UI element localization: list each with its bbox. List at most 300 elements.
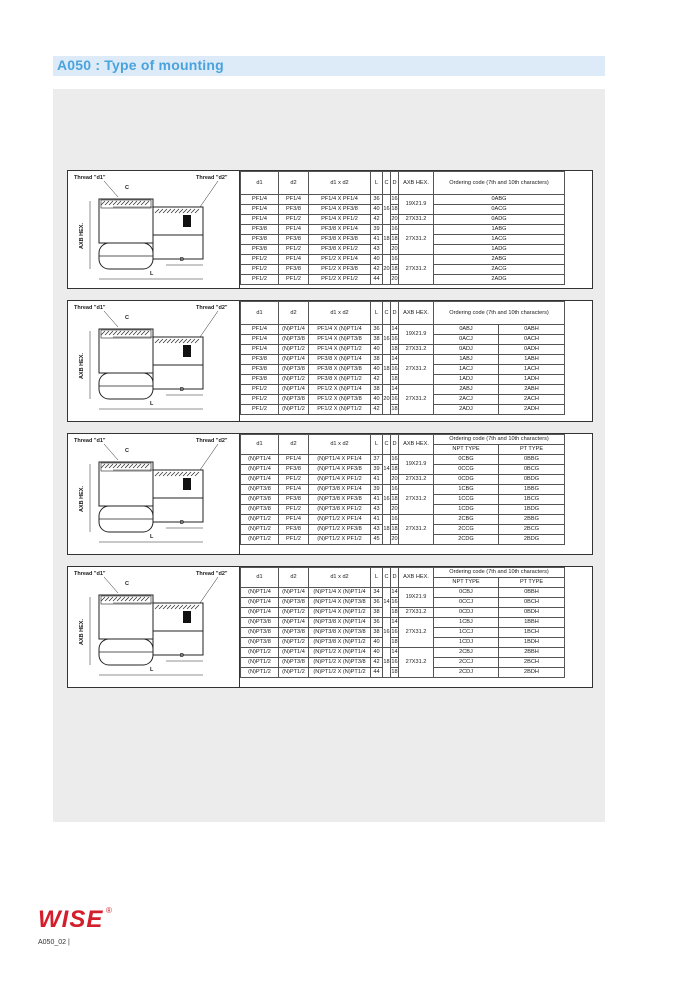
d1-cell: (N)PT3/8: [241, 638, 279, 648]
hex-cell: 27X31.2: [399, 485, 434, 515]
ordering-code-cell: 2CBJ: [434, 648, 499, 658]
ordering-code-cell: 0ACJ: [434, 335, 499, 345]
d-cell: 18: [391, 375, 399, 385]
d2-cell: PF3/8: [279, 525, 309, 535]
d-cell: 16: [391, 628, 399, 638]
ordering-code-cell: 0ACH: [499, 335, 565, 345]
d2-cell: (N)PT1/4: [279, 588, 309, 598]
column-header-d1: d1: [241, 302, 279, 325]
d2-cell: PF1/4: [279, 255, 309, 265]
d-dimension-label: D: [180, 257, 184, 263]
d2-cell: (N)PT3/8: [279, 395, 309, 405]
d1-cell: (N)PT1/4: [241, 455, 279, 465]
ordering-code-header: Ordering code (7th and 10th characters): [434, 435, 565, 445]
ordering-code-cell: 2ADH: [499, 405, 565, 415]
ordering-code-cell: 0ADG: [434, 215, 565, 225]
l-cell: 36: [371, 325, 383, 335]
l-cell: 44: [371, 668, 383, 678]
ordering-code-cell: 1CCJ: [434, 628, 499, 638]
d-cell: 18: [391, 608, 399, 618]
c-cell: 18: [383, 515, 391, 545]
ordering-code-header: Ordering code (7th and 10th characters): [434, 302, 565, 325]
l-cell: 40: [371, 648, 383, 658]
size-cell: PF1/4 X (N)PT1/2: [309, 345, 371, 355]
l-cell: 38: [371, 335, 383, 345]
size-cell: (N)PT1/2 X (N)PT3/8: [309, 658, 371, 668]
l-cell: 42: [371, 265, 383, 275]
fitting-drawing: [68, 434, 240, 554]
d1-cell: PF1/2: [241, 265, 279, 275]
axb-hex-dimension-label: AXB HEX.: [78, 223, 85, 249]
specification-table: [240, 567, 565, 678]
fitting-cross-section-icon: [68, 171, 239, 288]
ordering-code-cell: 2BDH: [499, 668, 565, 678]
l-cell: 43: [371, 505, 383, 515]
c-cell: 16: [383, 485, 391, 515]
d2-cell: (N)PT3/8: [279, 658, 309, 668]
thread-d2-label: Thread "d2": [196, 305, 228, 311]
d1-cell: (N)PT3/8: [241, 618, 279, 628]
size-cell: PF1/4 X PF3/8: [309, 205, 371, 215]
d-cell: 16: [391, 335, 399, 345]
l-cell: 40: [371, 345, 383, 355]
page-title: A050 : Type of mounting: [57, 57, 224, 73]
d2-cell: PF1/2: [279, 505, 309, 515]
ordering-code-cell: 1BDG: [499, 505, 565, 515]
d2-cell: (N)PT1/2: [279, 608, 309, 618]
specification-table: [240, 301, 565, 415]
l-cell: 39: [371, 465, 383, 475]
size-cell: PF1/2 X PF1/4: [309, 255, 371, 265]
size-cell: (N)PT3/8 X (N)PT3/8: [309, 628, 371, 638]
ordering-code-cell: 1CCG: [434, 495, 499, 505]
column-header-hex: AXB HEX.: [399, 302, 434, 325]
table-row: [241, 255, 565, 265]
hex-cell: 27X31.2: [399, 618, 434, 648]
d-cell: 16: [391, 225, 399, 235]
d-cell: 20: [391, 275, 399, 285]
d-dimension-label: D: [180, 387, 184, 393]
d2-cell: (N)PT1/4: [279, 648, 309, 658]
l-cell: 38: [371, 608, 383, 618]
header-row: [241, 435, 565, 445]
size-cell: PF1/2 X (N)PT3/8: [309, 395, 371, 405]
d2-cell: (N)PT1/4: [279, 355, 309, 365]
table-row: [241, 618, 565, 628]
d-cell: 18: [391, 495, 399, 505]
d1-cell: (N)PT1/2: [241, 525, 279, 535]
d-cell: 14: [391, 618, 399, 628]
column-header-d1: d1: [241, 568, 279, 588]
l-cell: 40: [371, 205, 383, 215]
ordering-code-header: Ordering code (7th and 10th characters): [434, 568, 565, 578]
d-cell: 16: [391, 485, 399, 495]
size-cell: (N)PT1/4 X (N)PT1/4: [309, 588, 371, 598]
d1-cell: PF1/4: [241, 335, 279, 345]
column-header-d1xd2: d1 x d2: [309, 302, 371, 325]
ordering-code-cell: 2ABJ: [434, 385, 499, 395]
l-cell: 34: [371, 588, 383, 598]
size-cell: (N)PT1/4 X PF1/4: [309, 455, 371, 465]
mounting-type-block: [67, 433, 593, 555]
ordering-code-header: Ordering code (7th and 10th characters): [434, 172, 565, 195]
ordering-code-cell: 1ADH: [499, 375, 565, 385]
d-cell: 14: [391, 588, 399, 598]
l-cell: 39: [371, 485, 383, 495]
d-cell: 18: [391, 465, 399, 475]
page-number-separator: |: [67, 939, 70, 946]
c-cell: 18: [383, 225, 391, 255]
size-cell: PF1/4 X PF1/4: [309, 195, 371, 205]
d1-cell: PF1/2: [241, 405, 279, 415]
d-cell: 16: [391, 395, 399, 405]
c-cell: 20: [383, 385, 391, 415]
d1-cell: (N)PT3/8: [241, 505, 279, 515]
ordering-code-cell: 2BBH: [499, 648, 565, 658]
ordering-code-cell: 2CCG: [434, 525, 499, 535]
ordering-code-cell: 2ADJ: [434, 405, 499, 415]
d1-cell: (N)PT1/2: [241, 648, 279, 658]
l-dimension-label: L: [150, 534, 154, 540]
ordering-code-cell: 1ADJ: [434, 375, 499, 385]
size-cell: (N)PT1/2 X (N)PT1/4: [309, 648, 371, 658]
table-row: [241, 215, 565, 225]
d1-cell: PF3/8: [241, 355, 279, 365]
d-cell: 18: [391, 265, 399, 275]
d-cell: 18: [391, 525, 399, 535]
hex-cell: 19X21.9: [399, 455, 434, 475]
column-header-l: L: [371, 435, 383, 455]
d2-cell: (N)PT1/4: [279, 325, 309, 335]
fitting-cross-section-icon: [68, 434, 239, 554]
thread-d2-label: Thread "d2": [196, 438, 228, 444]
column-header-d1xd2: d1 x d2: [309, 435, 371, 455]
hex-cell: 27X31.2: [399, 225, 434, 255]
d1-cell: PF3/8: [241, 375, 279, 385]
ordering-code-cell: 1BCG: [499, 495, 565, 505]
size-cell: (N)PT3/8 X PF1/2: [309, 505, 371, 515]
d-cell: 20: [391, 505, 399, 515]
column-header-d: D: [391, 568, 399, 588]
ordering-code-cell: 1CBG: [434, 485, 499, 495]
d-cell: 18: [391, 668, 399, 678]
size-cell: (N)PT3/8 X PF3/8: [309, 495, 371, 505]
mounting-type-block: [67, 566, 593, 688]
code-type-header: PT TYPE: [499, 578, 565, 588]
fitting-cross-section-icon: [68, 567, 239, 687]
ordering-code-cell: 0ADJ: [434, 345, 499, 355]
d1-cell: (N)PT1/2: [241, 535, 279, 545]
l-cell: 41: [371, 495, 383, 505]
d1-cell: (N)PT1/4: [241, 608, 279, 618]
ordering-code-cell: 0BDH: [499, 608, 565, 618]
column-header-d: D: [391, 302, 399, 325]
table-row: [241, 485, 565, 495]
c-cell: 14: [383, 455, 391, 485]
axb-hex-dimension-label: AXB HEX.: [78, 486, 85, 512]
hex-cell: 27X31.2: [399, 215, 434, 225]
l-cell: 37: [371, 455, 383, 465]
ordering-code-cell: 1ABJ: [434, 355, 499, 365]
ordering-code-cell: 0CDG: [434, 475, 499, 485]
column-header-d2: d2: [279, 302, 309, 325]
l-cell: 40: [371, 255, 383, 265]
c-cell: 14: [383, 588, 391, 618]
d-cell: 14: [391, 325, 399, 335]
d1-cell: PF1/2: [241, 395, 279, 405]
d-cell: 20: [391, 215, 399, 225]
code-type-header: NPT TYPE: [434, 445, 499, 455]
l-cell: 41: [371, 235, 383, 245]
specification-table: [240, 171, 565, 285]
hex-cell: 19X21.9: [399, 325, 434, 345]
brand-logo: [38, 906, 112, 936]
table-row: [241, 345, 565, 355]
d-dimension-label: D: [180, 520, 184, 526]
d2-cell: (N)PT3/8: [279, 628, 309, 638]
d1-cell: PF1/4: [241, 325, 279, 335]
column-header-c: C: [383, 435, 391, 455]
column-header-hex: AXB HEX.: [399, 435, 434, 455]
ordering-code-cell: 1ABG: [434, 225, 565, 235]
l-cell: 38: [371, 628, 383, 638]
d1-cell: PF1/2: [241, 385, 279, 395]
l-dimension-label: L: [150, 271, 154, 277]
d2-cell: PF3/8: [279, 465, 309, 475]
ordering-code-cell: 2ACJ: [434, 395, 499, 405]
l-cell: 43: [371, 525, 383, 535]
d2-cell: PF1/4: [279, 485, 309, 495]
ordering-code-cell: 0CCG: [434, 465, 499, 475]
l-cell: 40: [371, 638, 383, 648]
d2-cell: PF3/8: [279, 495, 309, 505]
d-cell: 16: [391, 365, 399, 375]
d1-cell: PF3/8: [241, 245, 279, 255]
d-cell: 18: [391, 235, 399, 245]
page-number: [38, 939, 70, 946]
ordering-code-cell: 2ADG: [434, 275, 565, 285]
size-cell: PF1/2 X PF1/2: [309, 275, 371, 285]
c-cell: 18: [383, 648, 391, 678]
c-dimension-label: C: [125, 185, 129, 191]
l-cell: 44: [371, 275, 383, 285]
d2-cell: PF1/2: [279, 535, 309, 545]
specification-table: [240, 434, 565, 545]
d-cell: 14: [391, 648, 399, 658]
table-row: [241, 475, 565, 485]
table-row: [241, 515, 565, 525]
d2-cell: (N)PT3/8: [279, 598, 309, 608]
ordering-code-cell: 1BCH: [499, 628, 565, 638]
registered-mark: ®: [106, 906, 112, 915]
header-row: [241, 172, 565, 195]
c-cell: 16: [383, 195, 391, 225]
ordering-code-cell: 0BBH: [499, 588, 565, 598]
c-cell: 16: [383, 618, 391, 648]
table-row: [241, 588, 565, 598]
thread-d2-label: Thread "d2": [196, 175, 228, 181]
d-cell: 16: [391, 515, 399, 525]
axb-hex-dimension-label: AXB HEX.: [78, 353, 85, 379]
ordering-code-cell: 2ACH: [499, 395, 565, 405]
thread-d1-label: Thread "d1": [74, 175, 106, 181]
d-cell: 18: [391, 638, 399, 648]
ordering-code-cell: 0BBG: [499, 455, 565, 465]
d1-cell: PF1/4: [241, 345, 279, 355]
column-header-d2: d2: [279, 172, 309, 195]
column-header-c: C: [383, 568, 391, 588]
d2-cell: (N)PT1/2: [279, 668, 309, 678]
l-cell: 42: [371, 405, 383, 415]
d2-cell: (N)PT1/2: [279, 375, 309, 385]
c-dimension-label: C: [125, 581, 129, 587]
size-cell: PF3/8 X PF1/4: [309, 225, 371, 235]
d2-cell: (N)PT1/4: [279, 385, 309, 395]
d1-cell: (N)PT1/2: [241, 515, 279, 525]
size-cell: PF1/4 X PF1/2: [309, 215, 371, 225]
ordering-code-cell: 2BCH: [499, 658, 565, 668]
table-row: [241, 195, 565, 205]
d1-cell: PF1/2: [241, 275, 279, 285]
code-type-header: PT TYPE: [499, 445, 565, 455]
c-dimension-label: C: [125, 315, 129, 321]
c-cell: 18: [383, 355, 391, 385]
ordering-code-cell: 1ADG: [434, 245, 565, 255]
ordering-code-cell: 0CBG: [434, 455, 499, 465]
hex-cell: 19X21.9: [399, 195, 434, 215]
mounting-type-block: [67, 300, 593, 422]
d2-cell: (N)PT1/4: [279, 618, 309, 628]
hex-cell: 27X31.2: [399, 355, 434, 385]
d2-cell: PF1/4: [279, 195, 309, 205]
column-header-d2: d2: [279, 568, 309, 588]
ordering-code-cell: 2BCG: [499, 525, 565, 535]
column-header-d: D: [391, 172, 399, 195]
ordering-code-cell: 2ABH: [499, 385, 565, 395]
column-header-hex: AXB HEX.: [399, 568, 434, 588]
size-cell: PF1/2 X PF3/8: [309, 265, 371, 275]
ordering-code-cell: 0CBJ: [434, 588, 499, 598]
size-cell: (N)PT3/8 X (N)PT1/4: [309, 618, 371, 628]
d2-cell: PF3/8: [279, 205, 309, 215]
ordering-code-cell: 0ACG: [434, 205, 565, 215]
d1-cell: PF1/4: [241, 195, 279, 205]
l-cell: 36: [371, 195, 383, 205]
d-dimension-label: D: [180, 653, 184, 659]
size-cell: PF3/8 X (N)PT1/2: [309, 375, 371, 385]
title-bar: [53, 56, 605, 76]
size-cell: PF3/8 X (N)PT3/8: [309, 365, 371, 375]
d2-cell: PF1/4: [279, 515, 309, 525]
size-cell: (N)PT1/2 X PF1/4: [309, 515, 371, 525]
d-cell: 16: [391, 195, 399, 205]
fitting-cross-section-icon: [68, 301, 239, 421]
l-cell: 36: [371, 598, 383, 608]
table-row: [241, 608, 565, 618]
c-cell: 16: [383, 325, 391, 355]
column-header-hex: AXB HEX.: [399, 172, 434, 195]
d1-cell: (N)PT3/8: [241, 495, 279, 505]
l-cell: 36: [371, 618, 383, 628]
size-cell: PF1/2 X (N)PT1/4: [309, 385, 371, 395]
l-dimension-label: L: [150, 401, 154, 407]
table-row: [241, 385, 565, 395]
d1-cell: (N)PT1/2: [241, 668, 279, 678]
l-cell: 40: [371, 395, 383, 405]
l-cell: 38: [371, 355, 383, 365]
d-cell: 14: [391, 385, 399, 395]
column-header-d2: d2: [279, 435, 309, 455]
size-cell: (N)PT1/4 X (N)PT3/8: [309, 598, 371, 608]
column-header-d1xd2: d1 x d2: [309, 568, 371, 588]
d1-cell: PF3/8: [241, 235, 279, 245]
size-cell: PF1/2 X (N)PT1/2: [309, 405, 371, 415]
d2-cell: PF1/4: [279, 455, 309, 465]
d1-cell: (N)PT1/4: [241, 588, 279, 598]
size-cell: (N)PT1/2 X PF3/8: [309, 525, 371, 535]
d-cell: 14: [391, 355, 399, 365]
size-cell: (N)PT1/2 X (N)PT1/2: [309, 668, 371, 678]
d-cell: 20: [391, 535, 399, 545]
d1-cell: (N)PT1/4: [241, 598, 279, 608]
d2-cell: (N)PT3/8: [279, 365, 309, 375]
d2-cell: PF1/2: [279, 475, 309, 485]
d2-cell: PF1/2: [279, 245, 309, 255]
size-cell: (N)PT1/4 X (N)PT1/2: [309, 608, 371, 618]
d-cell: 20: [391, 245, 399, 255]
ordering-code-cell: 0ABG: [434, 195, 565, 205]
d-cell: 16: [391, 255, 399, 265]
axb-hex-dimension-label: AXB HEX.: [78, 619, 85, 645]
d1-cell: (N)PT1/2: [241, 658, 279, 668]
l-cell: 42: [371, 215, 383, 225]
l-cell: 39: [371, 225, 383, 235]
brand-logo-text: WISE: [38, 906, 104, 933]
table-row: [241, 648, 565, 658]
ordering-code-cell: 0CDJ: [434, 608, 499, 618]
thread-d1-label: Thread "d1": [74, 305, 106, 311]
ordering-code-cell: 0BDG: [499, 475, 565, 485]
ordering-code-cell: 2ABG: [434, 255, 565, 265]
l-cell: 40: [371, 365, 383, 375]
ordering-code-cell: 1CBJ: [434, 618, 499, 628]
column-header-c: C: [383, 302, 391, 325]
table-row: [241, 355, 565, 365]
d-cell: 16: [391, 598, 399, 608]
ordering-code-cell: 0BCG: [499, 465, 565, 475]
size-cell: PF1/4 X (N)PT1/4: [309, 325, 371, 335]
d-cell: 16: [391, 658, 399, 668]
hex-cell: 27X31.2: [399, 255, 434, 285]
ordering-code-cell: 0BCH: [499, 598, 565, 608]
column-header-d1: d1: [241, 172, 279, 195]
column-header-d: D: [391, 435, 399, 455]
l-cell: 42: [371, 658, 383, 668]
table-row: [241, 225, 565, 235]
ordering-code-cell: 2BDG: [499, 535, 565, 545]
d2-cell: PF3/8: [279, 265, 309, 275]
l-cell: 42: [371, 375, 383, 385]
d2-cell: PF1/2: [279, 275, 309, 285]
size-cell: (N)PT3/8 X PF1/4: [309, 485, 371, 495]
d2-cell: (N)PT1/2: [279, 345, 309, 355]
ordering-code-cell: 1ACH: [499, 365, 565, 375]
size-cell: PF3/8 X (N)PT1/4: [309, 355, 371, 365]
d1-cell: PF1/4: [241, 215, 279, 225]
l-cell: 43: [371, 245, 383, 255]
ordering-code-cell: 1ACG: [434, 235, 565, 245]
column-header-l: L: [371, 568, 383, 588]
